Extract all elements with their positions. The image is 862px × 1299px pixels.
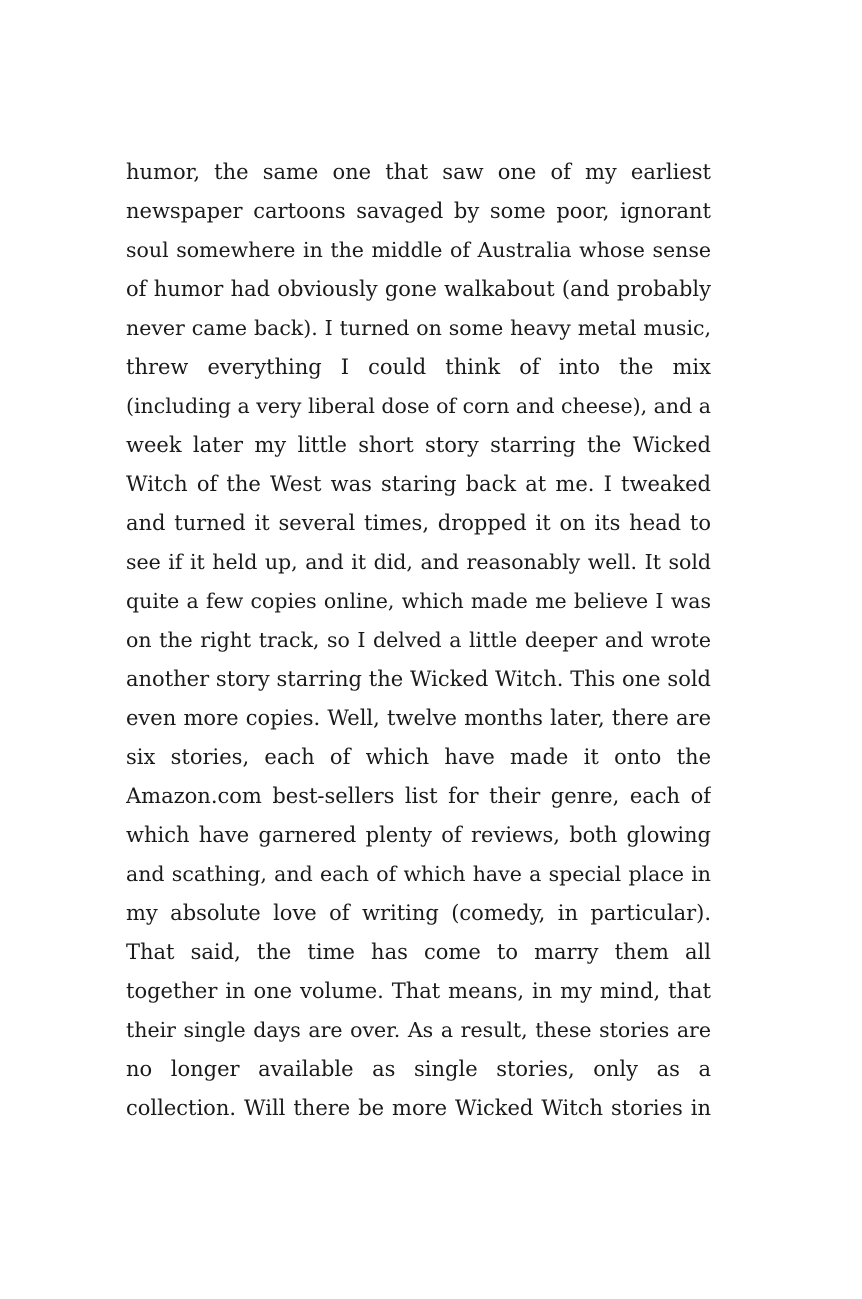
text-line: never came back). I turned on some heavy metal music, xyxy=(126,316,711,340)
text-line: which have garnered plenty of reviews, both glowing xyxy=(126,823,711,847)
text-line: collection. Will there be more Wicked Witch stories in xyxy=(126,1096,711,1120)
text-line: even more copies. Well, twelve months later, there are xyxy=(126,706,711,730)
text-line: see if it held up, and it did, and reasonably well. It sold xyxy=(126,550,711,574)
text-line: their single days are over. As a result, these stories are xyxy=(126,1018,711,1042)
text-line: soul somewhere in the middle of Australia whose sense xyxy=(126,238,711,262)
text-line: and scathing, and each of which have a special place in xyxy=(126,862,711,886)
text-line: week later my little short story starring the Wicked xyxy=(126,433,711,457)
text-line: newspaper cartoons savaged by some poor, ignorant xyxy=(126,199,711,223)
body-text xyxy=(126,153,711,1128)
text-line: my absolute love of writing (comedy, in particular). xyxy=(126,901,711,925)
text-line: That said, the time has come to marry them all xyxy=(126,940,711,964)
text-line: (including a very liberal dose of corn and cheese), and a xyxy=(126,394,711,418)
text-line: Amazon.com best-sellers list for their genre, each of xyxy=(126,784,711,808)
text-line: humor, the same one that saw one of my earliest xyxy=(126,160,711,184)
text-line: of humor had obviously gone walkabout (and probably xyxy=(126,277,711,301)
text-line: another story starring the Wicked Witch. This one sold xyxy=(126,667,711,691)
text-line: threw everything I could think of into the mix xyxy=(126,355,711,379)
text-line: Witch of the West was staring back at me. I tweaked xyxy=(126,472,711,496)
text-line: six stories, each of which have made it onto the xyxy=(126,745,711,769)
text-line: together in one volume. That means, in my mind, that xyxy=(126,979,711,1003)
text-line: on the right track, so I delved a little deeper and wrote xyxy=(126,628,711,652)
text-line: quite a few copies online, which made me believe I was xyxy=(126,589,711,613)
text-line: and turned it several times, dropped it on its head to xyxy=(126,511,711,535)
text-line: no longer available as single stories, only as a xyxy=(126,1057,711,1081)
